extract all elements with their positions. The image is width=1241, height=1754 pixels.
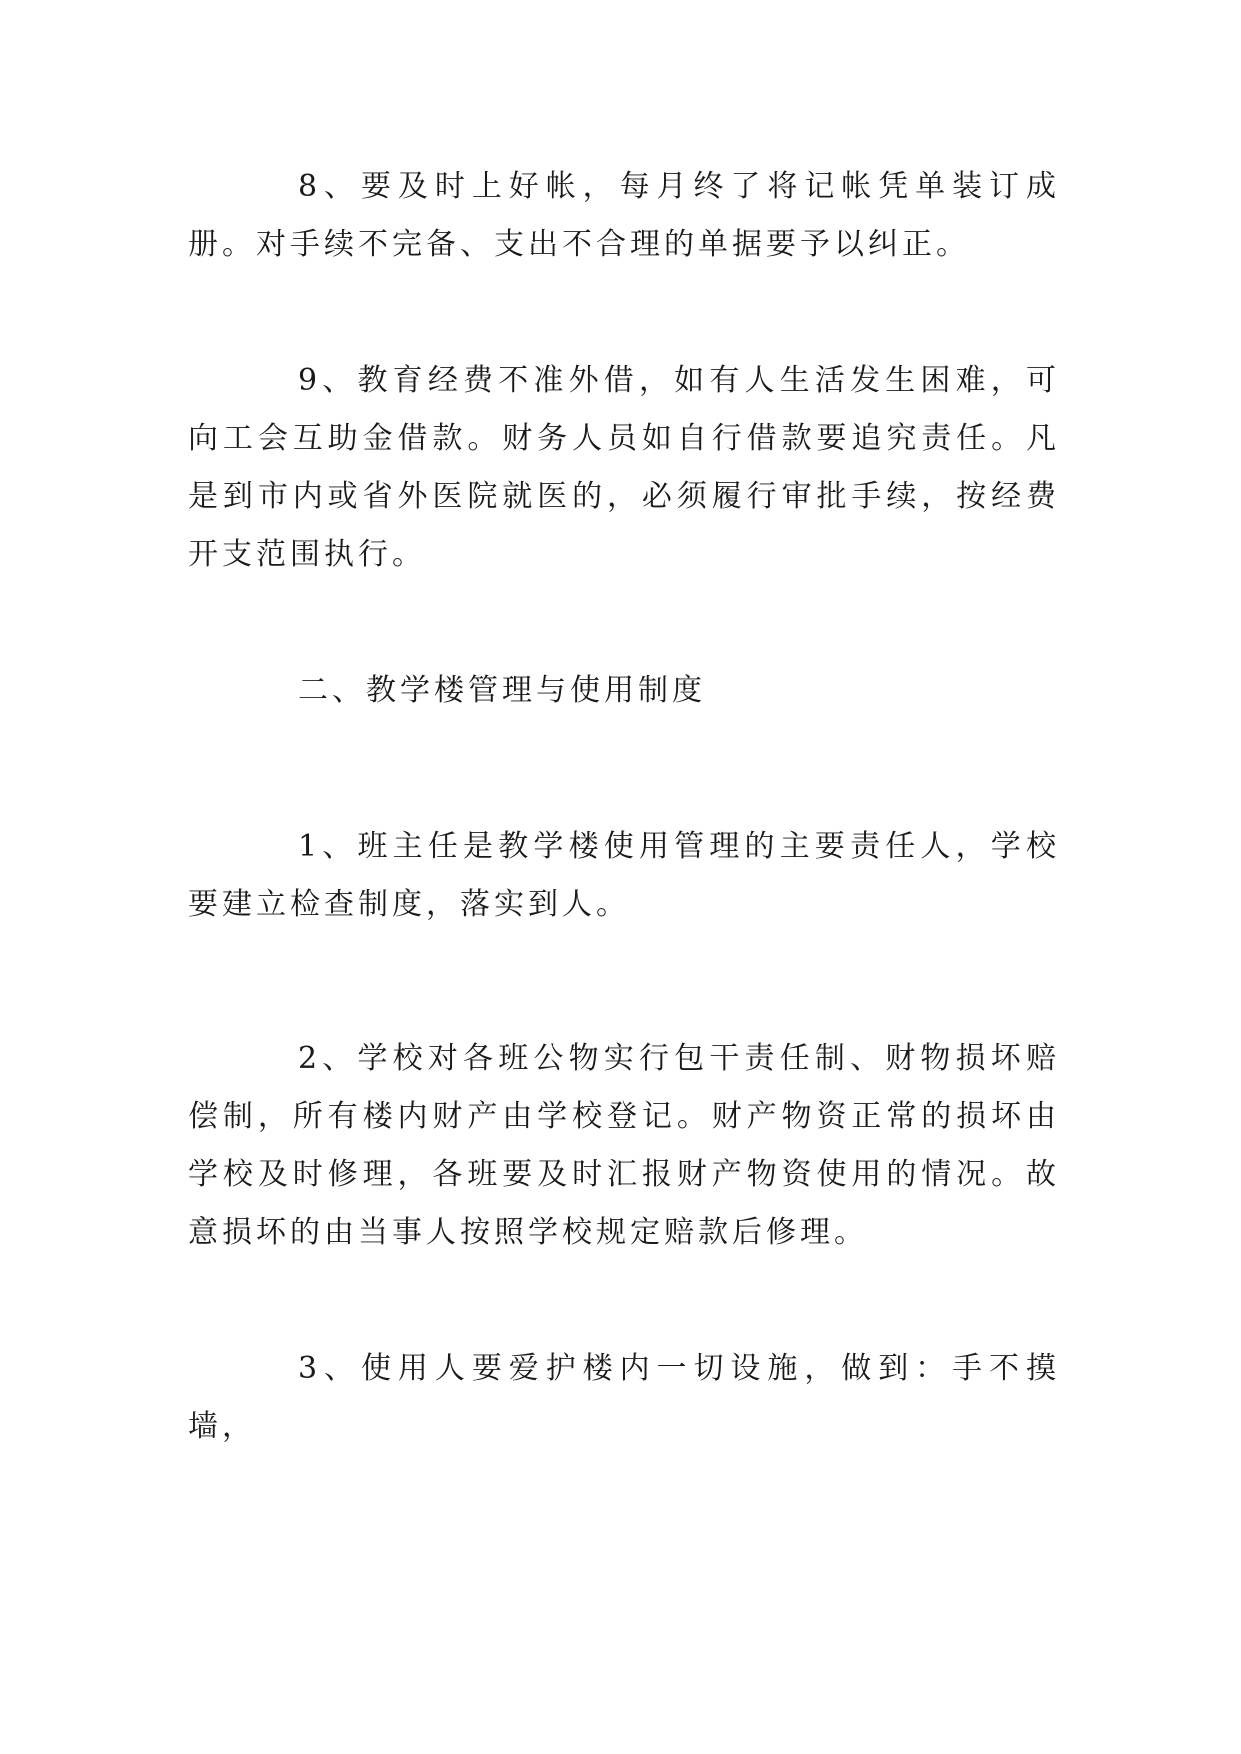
paragraph-item-3: 3、使用人要爱护楼内一切设施，做到：手不摸墙， bbox=[188, 1351, 1060, 1444]
paragraph-item-1: 1、班主任是教学楼使用管理的主要责任人，学校要建立检查制度，落实到人。 bbox=[188, 829, 1060, 922]
paragraph-item-2: 2、学校对各班公物实行包干责任制、财物损坏赔偿制，所有楼内财产由学校登记。财产物资正常的损坏由学校及时修理，各班要及时汇报财产物资使用的情况。故意损坏的由当事人按照学校规定赔款后修理。 bbox=[188, 1041, 1060, 1250]
section-heading: 二、教学楼管理与使用制度 bbox=[298, 673, 706, 708]
paragraph-item-9: 9、教育经费不准外借，如有人生活发生困难，可向工会互助金借款。财务人员如自行借款要追究责任。凡是到市内或省外医院就医的，必须履行审批手续，按经费开支范围执行。 bbox=[188, 363, 1060, 572]
paragraph-item-8: 8、要及时上好帐，每月终了将记帐凭单装订成册。对手续不完备、支出不合理的单据要予以纠正。 bbox=[188, 169, 1060, 262]
